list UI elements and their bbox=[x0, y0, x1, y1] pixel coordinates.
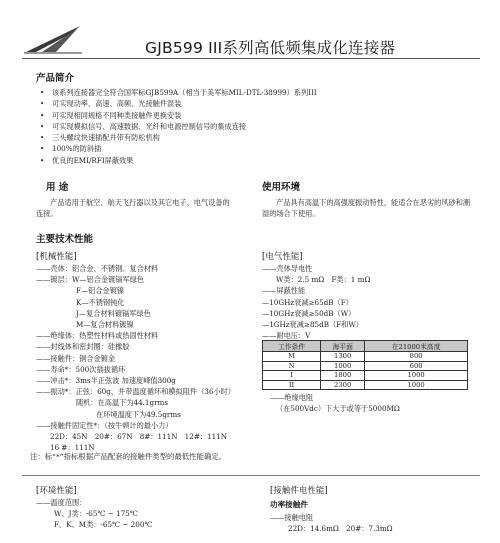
voltage-table bbox=[262, 340, 468, 390]
header-divider bbox=[22, 58, 480, 59]
mechanical-line: ——壳体：铝合金、不锈钢、复合材料 bbox=[36, 264, 159, 273]
mechanical-line: 22D：45N 20#：67N 8#：111N 12#：111N bbox=[50, 432, 228, 442]
environment-use-text: 产品具有高温下的高强度振动特性，能适合在恶劣的风砂和潮湿的场合下使用。 bbox=[262, 198, 471, 218]
electrical-line: ——耐电压：V bbox=[262, 331, 311, 341]
electrical-line: —1GHz衰减≥85dB（F和W） bbox=[262, 320, 363, 330]
contact-perf-heading: [接触件电性能] bbox=[270, 486, 328, 496]
intro-bullet: • 100%的防斜插 bbox=[40, 144, 102, 154]
mechanical-line: ——寿命*：500次插拔循环 bbox=[36, 364, 126, 374]
mechanical-line: ——镀层：W—铝合金镀镉军绿色 bbox=[36, 275, 145, 285]
mechanical-line: K—不锈钢钝化 bbox=[76, 297, 125, 307]
page-title: GJB599 III系列高低频集成化连接器 bbox=[145, 39, 396, 57]
env-perf-heading: [环境性能] bbox=[36, 486, 77, 496]
env-perf-list bbox=[36, 497, 236, 531]
mechanical-line: F—铝合金镀镍 bbox=[76, 286, 125, 296]
table-cell: 1000 bbox=[321, 361, 365, 371]
intro-bullet: • 可实现动率、高速、高频、光接触件混装 bbox=[40, 99, 182, 109]
section-divider bbox=[22, 475, 480, 476]
table-header-row bbox=[263, 341, 468, 352]
table-cell: II bbox=[263, 380, 321, 390]
contact-perf-subheading: 功率接触件 bbox=[270, 500, 308, 509]
electrical-line: —10GHz衰减≥50dB（W） bbox=[262, 308, 356, 318]
table-row bbox=[263, 352, 468, 362]
mechanical-line: M—复合材料镀镍 bbox=[76, 320, 134, 330]
env-perf-line: F、K、M类：-65℃ ~ 200℃ bbox=[54, 520, 153, 530]
electrical-line: ——壳体导电性 bbox=[262, 264, 313, 273]
mechanical-line: 16 #：111N bbox=[50, 443, 95, 453]
footnote: 注：标“*”指标根据产品配套的接触件类型的最低性能确定。 bbox=[30, 452, 227, 461]
table-cell: 1800 bbox=[321, 371, 365, 381]
env-perf-line: ——温度范围： bbox=[36, 498, 87, 507]
insulation-line: ——绝缘电阻 bbox=[270, 393, 314, 402]
table-header-cell: 工作条件 bbox=[263, 341, 321, 352]
table-cell: M bbox=[263, 352, 321, 362]
usage-heading: 用 途 bbox=[46, 182, 69, 193]
main-perf-heading: 主要技术性能 bbox=[36, 234, 94, 245]
mechanical-line: J—复合材料镀镉军绿色 bbox=[76, 308, 151, 318]
table-cell: 800 bbox=[365, 352, 468, 362]
electrical-line: —10GHz衰减≥65dB（F） bbox=[262, 297, 353, 307]
table-row bbox=[263, 380, 468, 390]
insulation-line: （在500Vdc）下大于或等于5000MΩ bbox=[276, 404, 400, 414]
mechanical-line: ——封线体和密封圈：硅橡胶 bbox=[36, 342, 130, 352]
electrical-heading: [电气性能] bbox=[262, 252, 303, 262]
electrical-line: ——屏蔽性能 bbox=[262, 286, 306, 296]
contact-perf-line: 22D：14.6mΩ 20#：7.3mΩ bbox=[288, 524, 393, 534]
mechanical-line: ——振动*：正弦：60g，并带温度循环和模拟阻件（36小时） bbox=[36, 387, 235, 397]
intro-bullet: • 优良的EMI/RFI屏蔽效果 bbox=[40, 155, 134, 165]
mechanical-line: 在环境温度下为49.5grms bbox=[96, 409, 181, 419]
environment-use-heading: 使用环境 bbox=[262, 182, 301, 193]
mechanical-line: ——绝缘体：热塑性材料或热固性材料 bbox=[36, 331, 159, 341]
intro-bullet: • 可实现模拟信号、高速数据、光纤和电源控制信号的集成连接 bbox=[40, 121, 247, 131]
mechanical-line: ——冲击*：3ms半正弦波 加速度峰值300g bbox=[36, 376, 176, 386]
electrical-line: W类：2.5 mΩ F类：1 mΩ bbox=[276, 275, 371, 285]
table-cell: 1300 bbox=[321, 352, 365, 362]
mechanical-heading: [机械性能] bbox=[36, 252, 77, 262]
table-cell: I bbox=[263, 371, 321, 381]
mechanical-line: 随机：在高温下为44.1grms bbox=[76, 398, 169, 408]
intro-bullet: • 该系列连接器完全符合国军标GJB599A（相当于美军标MIL-DTL-38999）系列III bbox=[40, 88, 317, 97]
insulation-list bbox=[262, 392, 482, 414]
intro-bullet: • 三头螺纹快速插配并带有防松机构 bbox=[40, 133, 160, 143]
table-cell: 2300 bbox=[321, 380, 365, 390]
table-cell: N bbox=[263, 361, 321, 371]
usage-text: 产品适用于航空、航天飞行器以及其它电子、电气设备的连接。 bbox=[36, 198, 230, 218]
electrical-list bbox=[262, 263, 482, 341]
intro-bullet-list bbox=[40, 87, 317, 166]
contact-perf-line: ——接触电阻 bbox=[270, 513, 314, 522]
table-row bbox=[263, 361, 468, 371]
table-cell: 1000 bbox=[365, 371, 468, 381]
contact-perf-list bbox=[270, 512, 480, 534]
mechanical-line: ——接触件：铜合金镀金 bbox=[36, 353, 116, 363]
intro-bullet: • 可实现相同规格不同种类接触件更换安装 bbox=[40, 110, 182, 120]
company-logo bbox=[22, 22, 84, 56]
table-cell: 1000 bbox=[365, 380, 468, 390]
intro-heading: 产品简介 bbox=[36, 73, 75, 84]
env-perf-line: W、J类：-65℃ ~ 175℃ bbox=[54, 509, 138, 519]
table-cell: 600 bbox=[365, 361, 468, 371]
table-row bbox=[263, 371, 468, 381]
mechanical-line: ——接触件固定性*：（按牛顿计的最小力） bbox=[36, 420, 173, 430]
table-header-cell: 在21000米高度 bbox=[365, 341, 468, 352]
table-header-cell: 海平面 bbox=[321, 341, 365, 352]
